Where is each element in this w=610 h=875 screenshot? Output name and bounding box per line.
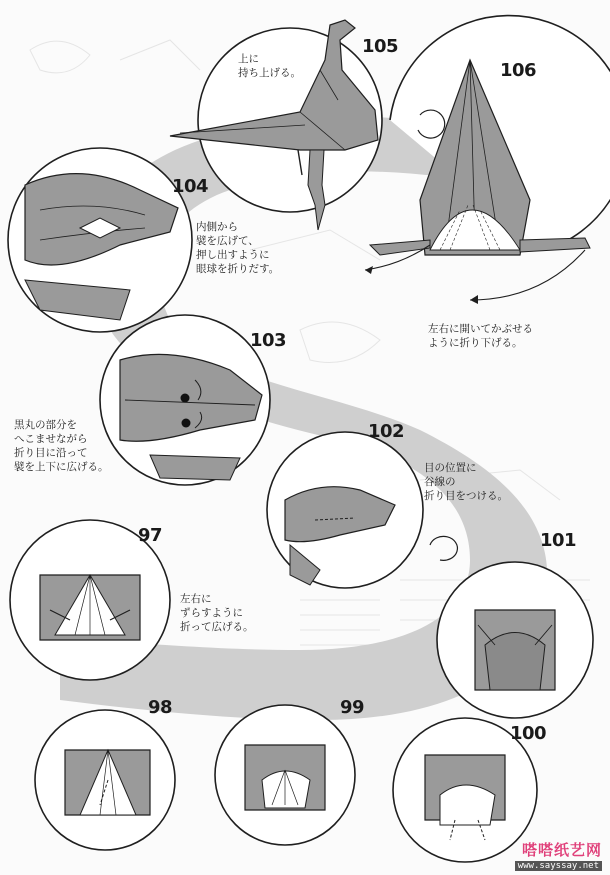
step-97-instruction: 左右に ずらすように 折って広げる。 (180, 593, 254, 633)
step-104-instruction: 内側から 襞を広げて、 押し出すように 眼球を折りだす。 (196, 221, 280, 275)
step-number: 97 (138, 525, 163, 546)
step-number: 106 (500, 60, 537, 81)
step-number: 105 (362, 36, 399, 57)
step-number: 101 (540, 530, 577, 551)
site-watermark (515, 839, 602, 871)
step-number: 104 (172, 176, 209, 197)
watermark-url: www.sayssay.net (515, 861, 602, 871)
step-102-instruction: 目の位置に 谷線の 折り目をつける。 (424, 462, 508, 502)
step-101-circle (437, 562, 593, 718)
step-number: 99 (340, 697, 365, 718)
step-104-circle (8, 148, 192, 332)
step-103-circle (100, 315, 270, 485)
watermark-brand: 嗒嗒纸艺网 (521, 841, 602, 859)
step-number: 98 (148, 697, 173, 718)
step-98-circle (35, 710, 175, 850)
step-105-instruction: 上に 持ち上げる。 (238, 53, 301, 79)
step-number: 103 (250, 330, 287, 351)
step-103-instruction: 黒丸の部分を へこませながら 折り目に沿って 襞を上下に広げる。 (14, 419, 109, 473)
step-99-circle (215, 705, 355, 845)
step-number: 100 (510, 723, 547, 744)
step-number: 102 (368, 421, 405, 442)
step-106-instruction: 左右に開いてかぶせる ように折り下げる。 (428, 323, 533, 349)
